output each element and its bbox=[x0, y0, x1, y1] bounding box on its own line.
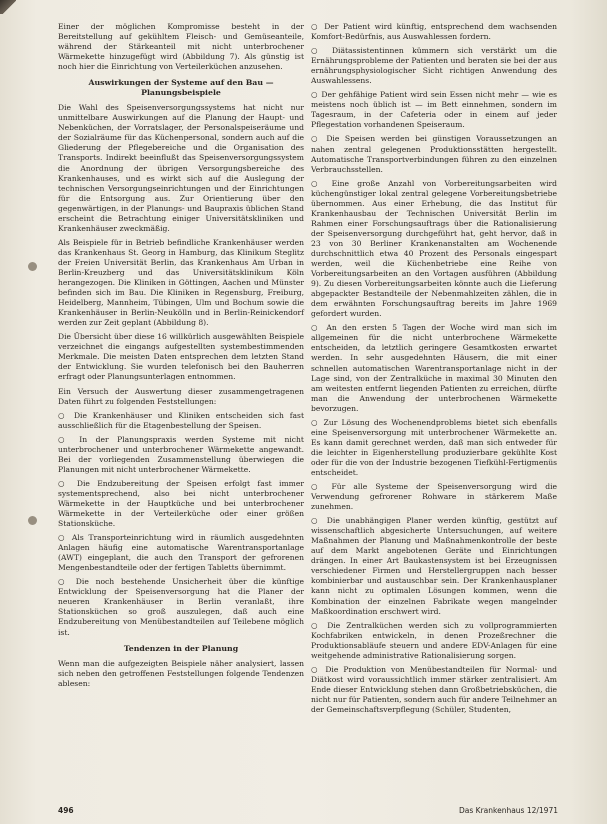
section-heading: Tendenzen in der Planung bbox=[123, 643, 239, 653]
bullet-paragraph: ○ Die noch bestehende Unsicherheit über die künftige Entwicklung der Speisenversorgung hat die Planer der neueren Krankenhäuser in Berlin veranlaßt, ihre Stationsküchen so groß auszulegen, daß auch eine Endzubereitung von Menübestandteilen auf Teilebene möglich ist. bbox=[58, 577, 304, 637]
journal-reference: Das Krankenhaus 12/1971 bbox=[458, 806, 558, 815]
left-column bbox=[58, 22, 304, 693]
page-number: 496 bbox=[58, 806, 74, 815]
section-heading: Auswirkungen der Systeme auf den Bau — Planungsbeispiele bbox=[88, 78, 274, 98]
bullet-paragraph: ○ Die Produktion von Menübestandteilen für Normal- und Diätkost wird voraussichtlich immer stärker zentralisiert. Am Ende dieser Entwicklung stehen dann Großbetriebsküchen, die nicht nur für Patienten, sondern auch für andere Teilnehmer an der Gemeinschaftsverpflegung (Schüler, Studenten, bbox=[311, 665, 557, 715]
bullet-paragraph: ○ In der Planungspraxis werden Systeme mit nicht unterbrochener und unterbrochener Wärmekette angewandt. Bei der vorliegenden Zusammenstellung überwiegen die Planungen mit nicht unterbrochener Wärmekette. bbox=[58, 435, 304, 475]
body-paragraph: Einer der möglichen Kompromisse besteht in der Bereitstellung auf gekühltem Fleisch- und Gemüseanteile, während der Stärkeanteil mit nicht unterbrochener Wärmekette hinzugefügt wird (Abbildung 7). Als günstig ist noch hier die Einrichtung von Verteilerküchen anzusehen. bbox=[58, 22, 304, 72]
bullet-paragraph: ○ Für alle Systeme der Speisenversorgung wird die Verwendung gefrorener Rohware in stärkerem Maße zunehmen. bbox=[311, 482, 557, 512]
body-paragraph: Die Wahl des Speisenversorgungssystems hat nicht nur unmittelbare Auswirkungen auf die Planung der Haupt- und Nebenküchen, der Vorratslager, der Personalspeiseräume und der Sozialräume für das Küchenpersonal, sondern auch auf die Gliederung der Pflegebereiche und die Organisation des Transports. Indirekt beeinflußt das Speisenversorgungssystem die Anordnung der übrigen Versorgungsbereiche des Krankenhauses, und es wirkt sich auf die Auslegung der technischen Versorgungseinrichtungen und der Einrichtungen für die Entsorgung aus. Zur Orientierung über den gegenwärtigen, in der Planungs- und Baupraxis üblichen Stand erscheint die Betrachtung einiger Universitätskliniken und Krankenhäuser zweckmäßig. bbox=[58, 103, 304, 233]
bullet-paragraph: ○ Der Patient wird künftig, entsprechend dem wachsenden Komfort-Bedürfnis, aus Auswahlessen fordern. bbox=[311, 22, 557, 42]
punch-hole bbox=[28, 516, 37, 525]
punch-hole bbox=[28, 262, 37, 271]
body-paragraph: Ein Versuch der Auswertung dieser zusammengetragenen Daten führt zu folgenden Feststellungen: bbox=[58, 386, 304, 406]
body-paragraph: Die Übersicht über diese 16 willkürlich ausgewählten Beispiele verzeichnet die eingangs aufgestellten systembestimmenden Merkmale. Die meisten Daten entsprechen dem letzten Stand der Entwicklung. Sie wurden telefonisch bei den Bauherren erfragt oder Planungsunterlagen entnommen. bbox=[58, 332, 304, 382]
bullet-paragraph: ○ Die unabhängigen Planer werden künftig, gestützt auf wissenschaftlich abgesicherte Untersuchungen, auf weitere Maßnahmen der Planung und Maßnahmenkontrolle der beste auf dem Markt angebotenen Geräte und Einrichtungen drängen. In einer Art Baukastensystem ist bei Erzeugnissen verschiedener Firmen und Herstellergruppen nach besser kombinierbar und austauschbar sein. Der Krankenhausplaner kann nicht zu optimalen Lösungen kommen, wenn die Kombination der einzelnen Fabrikate wegen mangelnder Maßkoordination erschwert wird. bbox=[311, 516, 557, 616]
bullet-paragraph: ○ Als Transporteinrichtung wird in räumlich ausgedehnten Anlagen häufig eine automatische Warentransportanlage (AWT) eingeplant, die auch den Transport der gefrorenen Mengenbestandteile oder der fertigen Tabletts übernimmt. bbox=[58, 533, 304, 573]
page-footer bbox=[58, 806, 558, 818]
torn-corner bbox=[0, 0, 16, 14]
bullet-paragraph: ○ An den ersten 5 Tagen der Woche wird man sich im allgemeinen für die nicht unterbrochene Wärmekette entscheiden, da letztlich geringere Gesamtkosten erwartet werden. In sehr ausgedehnten Häusern, die mit einer schnellen automatischen Warentransportanlage nicht in der Lage sind, von der Zentralküche in maximal 30 Minuten den am weitesten entfernt liegenden Patienten zu erreichen, dürfte man die Anwendung der unterbrochenen Wärmekette bevorzugen. bbox=[311, 323, 557, 413]
bullet-paragraph: ○ Die Endzubereitung der Speisen erfolgt fast immer systementsprechend, also bei nicht unterbrochener Wärmekette in der Hauptküche und bei unterbrochener Wärmekette in der Verteilerküche oder einer größen Stationsküche. bbox=[58, 479, 304, 529]
bullet-paragraph: ○ Die Speisen werden bei günstigen Voraussetzungen an nahen zentral gelegenen Produktionsstätten hergestellt. Automatische Transportverbindungen führen zu den einzelnen Verbrauchsstellen. bbox=[311, 134, 557, 174]
bullet-paragraph: ○ Eine große Anzahl von Vorbereitungsarbeiten wird küchengünstiger lokal zentral gelegene Vorbereitungsbetriebe übernommen. Aus einer Erhebung, die das Institut für Krankenhausbau der Technischen Universität Berlin im Rahmen einer Forschungsauftrags über die Rationalisierung der Speisenversorgung durchgeführt hat, geht hervor, daß in 23 von 30 Berliner Krankenanstalten am Wochenende durchschnittlich etwa 40 Prozent des Personals eingespart werden, weil die Küchenbetriebe eine Reihe von Vorbereitungsarbeiten an den Vortagen ausführen (Abbildung 9). Zu diesen Vorbereitungsarbeiten könnte auch die Lieferung abgepackter Bestandteile der Nebenmahlzeiten zählen, die in dem erwähnten Forschungsauftrag bereits im Jahre 1969 gefordert wurden. bbox=[311, 179, 557, 320]
bullet-paragraph: ○ Der gehfähige Patient wird sein Essen nicht mehr — wie es meistens noch üblich ist — im Bett einnehmen, sondern im Tagesraum, in der Cafeteria oder in einem auf jeder Pflegestation vorhandenen Speiseraum. bbox=[311, 90, 557, 130]
bullet-paragraph: ○ Zur Lösung des Wochenendproblems bietet sich ebenfalls eine Speisenversorgung mit unterbrochener Wärmekette an. Es kann damit gerechnet werden, daß man sich entweder für die leichter in Eigenherstellung produzierbare gekühlte Kost oder für die von der Industrie bezogenen Tiefkühl-Fertigmenüs entscheidet. bbox=[311, 418, 557, 478]
bullet-paragraph: ○ Diätassistentinnen kümmern sich verstärkt um die Ernährungsprobleme der Patienten und beraten sie bei der aus ernährungsphysiologischer Sicht richtigen Anwendung des Auswahlessens. bbox=[311, 46, 557, 86]
body-paragraph: Als Beispiele für in Betrieb befindliche Krankenhäuser werden das Krankenhaus St. Georg in Hamburg, das Klinikum Steglitz der Freien Universität Berlin, das Krankenhaus Am Urban in Berlin-Kreuzberg und das Universitätsklinikum Köln herangezogen. Die Kliniken in Göttingen, Aachen und Münster befinden sich im Bau. Die Kliniken in Regensburg, Freiburg, Heidelberg, Mannheim, Tübingen, Ulm und Bochum sowie die Krankenhäuser in Berlin-Neukölln und in Berlin-Reinickendorf werden zur Zeit geplant (Abbildung 8). bbox=[58, 237, 304, 328]
bullet-paragraph: ○ Die Krankenhäuser und Kliniken entscheiden sich fast ausschließlich für die Etagenbestellung der Speisen. bbox=[58, 411, 304, 431]
body-paragraph: Wenn man die aufgezeigten Beispiele näher analysiert, lassen sich neben den getroffenen Feststellungen folgende Tendenzen ablesen: bbox=[58, 658, 304, 688]
right-column bbox=[311, 22, 557, 719]
bullet-paragraph: ○ Die Zentralküchen werden sich zu vollprogrammierten Kochfabriken entwickeln, in denen Prozeßrechner die Produktionsabläufe steuern und andere EDV-Anlagen für eine weitgehende administrative Rationalisierung sorgen. bbox=[311, 621, 557, 661]
